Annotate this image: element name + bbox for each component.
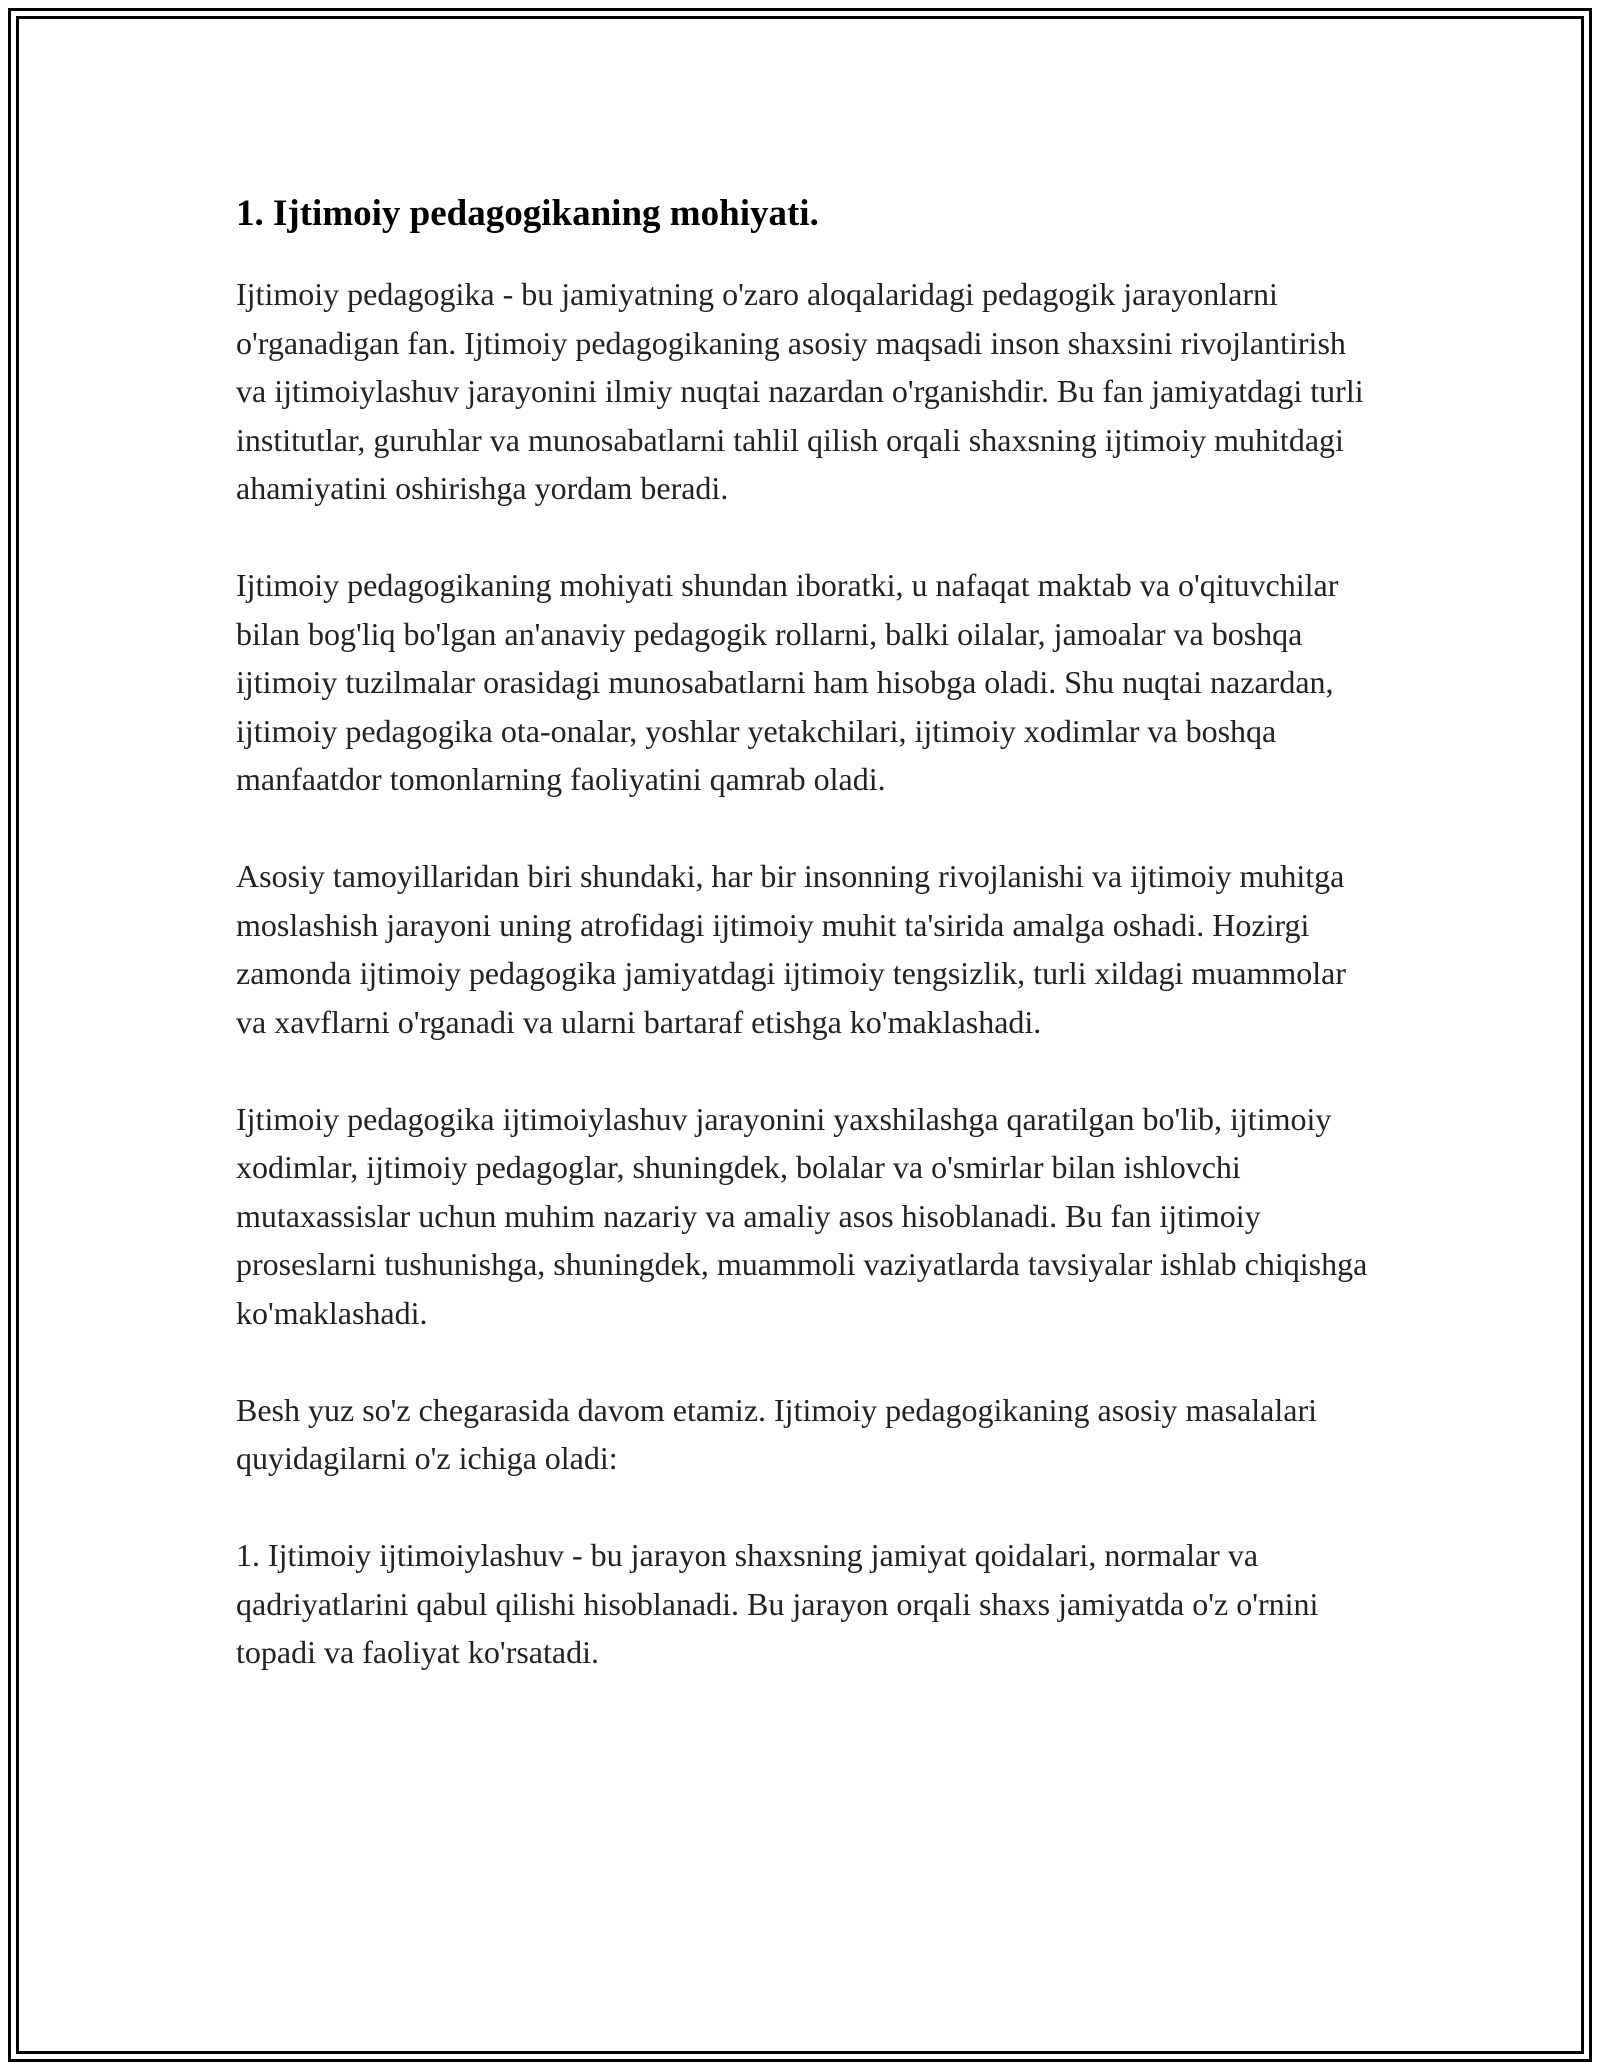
paragraph-essence: Ijtimoiy pedagogikaning mohiyati shundan iboratki, u nafaqat maktab va o'qituvchilar bilan bog'liq bo'lgan an'anaviy pedagogik rollarni, balki oilalar, jamoalar va boshqa ijtimoiy tuzilmalar orasidagi munosabatlarni ham hisobga oladi. Shu nuqtai nazardan, ijtimoiy pedagogika ota-onalar, yoshlar yetakchilari, ijtimoiy xodimlar va boshqa manfaatdor tomonlarning faoliyatini qamrab oladi. [236,567,1339,797]
paragraph-principles: Asosiy tamoyillaridan biri shundaki, har bir insonning rivojlanishi va ijtimoiy muhitga moslashish jarayoni uning atrofidagi ijtimoiy muhit ta'sirida amalga oshadi. Hozirgi zamonda ijtimoiy pedagogika jamiyatdagi ijtimoiy tengsizlik, turli xildagi muammolar va xavflarni o'rganadi va ularni bartaraf etishga ko'maklashadi. [236,858,1346,1040]
document-title: 1. Ijtimoiy pedagogikaning mohiyati. [236,193,819,234]
list-item-socialization: 1. Ijtimoiy ijtimoiylashuv - bu jarayon shaxsning jamiyat qoidalari, normalar va qadriyatlarini qabul qilishi hisoblanadi. Bu jarayon orqali shaxs jamiyatda o'z o'rnini topadi va faoliyat ko'rsatadi. [236,1537,1319,1670]
paragraph-socialization: Ijtimoiy pedagogika ijtimoiylashuv jarayonini yaxshilashga qaratilgan bo'lib, ijtimoiy xodimlar, ijtimoiy pedagoglar, shuningdek, bolalar va o'smirlar bilan ishlovchi mutaxassislar uchun muhim nazariy va amaliy asos hisoblanadi. Bu fan ijtimoiy proseslarni tushunishga, shuningdek, muammoli vaziyatlarda tavsiyalar ishlab chiqishga ko'maklashadi. [236,1100,1368,1331]
document-body [236,186,1376,1725]
paragraph-definition: Ijtimoiy pedagogika - bu jamiyatning o'zaro aloqalaridagi pedagogik jarayonlarni o'rganadigan fan. Ijtimoiy pedagogikaning asosiy maqsadi inson shaxsini rivojlantirish va ijtimoiylashuv jarayonini ilmiy nuqtai nazardan o'rganishdir. Bu fan jamiyatdagi turli institutlar, guruhlar va munosabatlarni tahlil qilish orqali shaxsning ijtimoiy muhitdagi ahamiyatini oshirishga yordam beradi. [236,276,1364,506]
paragraph-main-issues-intro: Besh yuz so'z chegarasida davom etamiz. Ijtimoiy pedagogikaning asosiy masalalari quyidagilarni o'z ichiga oladi: [236,1391,1317,1476]
